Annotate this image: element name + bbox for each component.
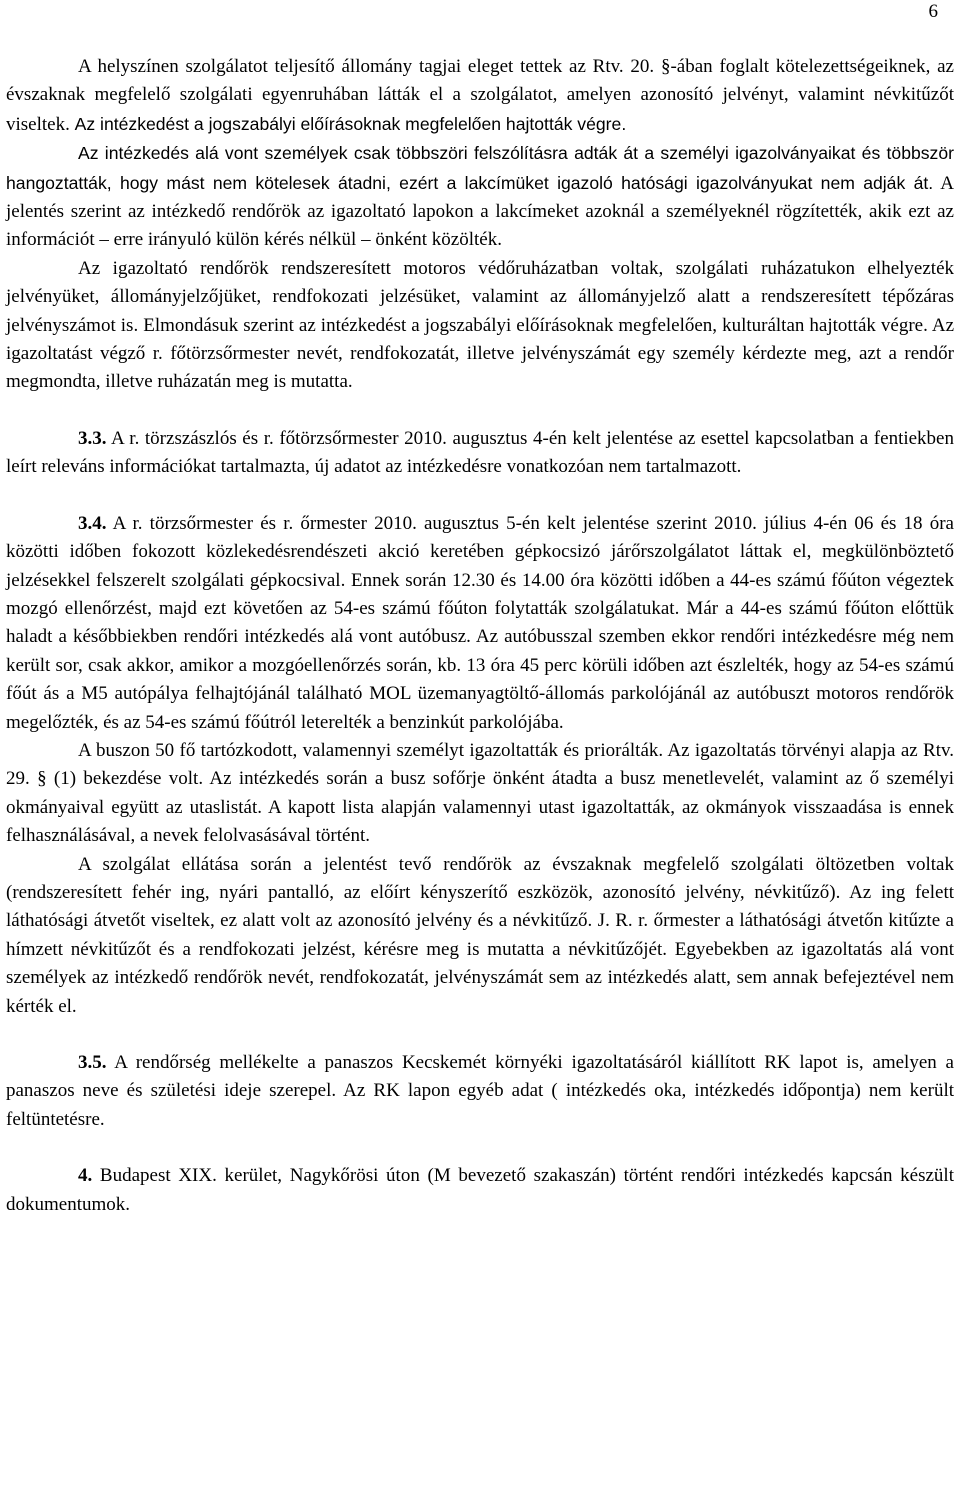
section-3-4-number: 3.4. [78,512,107,534]
paragraph-identity-cards [6,139,954,255]
section-3-5 [6,1049,954,1134]
spacer [6,1134,954,1162]
paragraph-uniform [6,53,954,139]
spacer [6,482,954,510]
section-3-5-number: 3.5. [78,1052,107,1073]
paragraph-bus-passengers: A buszon 50 fő tartózkodott, valamennyi személyt igazoltatták és priorálták. Az igazoltatás törvényi alapja az Rtv. 29. § (1) bekezdése volt. Az intézkedés során a busz sofőrje önként átadta a busz menetlevelét, valamint az ő személyi okmányaival együtt az utaslistát. A kapott lista alapján valamennyi utast igazoltatták, az okmányok visszaadása is ennek felhasználásával, a nevek felolvasásával történt. [6,739,954,847]
section-3-5-text: A rendőrség mellékelte a panaszos Kecskemét környéki igazoltatásáról kiállított RK lapot is, amelyen a panaszos neve és születési ideje szerepel. Az RK lapon egyéb adat ( intézkedés oka, intézkedés időpontja) nem került feltüntetésre. [6,1052,954,1130]
section-4 [6,1162,954,1219]
paragraph-uniform-conclusion: Az intézkedést a jogszabályi előírásoknak megfelelően hajtották végre. [74,113,627,134]
spacer [6,1021,954,1049]
paragraph-identity-cards-sans: Az intézkedés alá vont személyek csak többszöri felszólításra adták át a személyi igazolványaikat és többször hangoztatták, hogy mást nem kötelesek átadni, ezért a lakcímüket igazoló hatósági igazolványukat nem adják át. [6,143,954,193]
spacer [6,397,954,425]
paragraph-uniform-summer: A szolgálat ellátása során a jelentést tevő rendőrök az évszaknak megfelelő szolgálati öltözetben voltak (rendszeresített fehér ing, nyári pantalló, az előírt kényszerítő eszközök, azonosító jelvény, névkitűző). Az ing felett láthatósági átvetőt viseltek, ez alatt volt az azonosító jelvény és a névkitűző. J. R. r. őrmester a láthatósági átvetőn kitűzte a hímzett névkitűzőt és a rendfokozati jelzést, kérésre meg is mutatta a névkitűzőjét. Egyebekben az igazoltatás alá vont személyek az intézkedő rendőrök nevét, rendfokozatát, jelvényszámát sem az intézkedés alatt, sem annak befejeztével nem kérték el. [6,853,954,1017]
section-3-4-text: A r. törzsőrmester és r. őrmester 2010. augusztus 5-én kelt jelentése szerint 2010. július 4-én 06 és 18 óra közötti időben fokozott közlekedésrendészeti akció keretében gépkocsizó járőrszolgálatot láttak el, megkülönböztető jelzésekkel felszerelt szolgálati gépkocsival. Ennek során 12.30 és 14.00 óra közötti időben a 44-es számú főúton végeztek mozgó ellenőrzést, majd ezt követően az 54-es számú főúton folytatták szolgálatukat. Már a 44-es számú főúton előttük haladt a későbbiekben rendőri intézkedés alá vont autóbusz. Az autóbusszal szemben ekkor rendőri intézkedésre még nem került sor, csak akkor, amikor a mozgóellenőrzés során, kb. 13 óra 45 perc körüli időben azt észlelték, hogy az 54-es számú főút ás a M5 autópálya felhajtójánál található MOL üzemanyagtöltő-állomás parkolójánál az autóbuszt motoros rendőrök megelőzték, és az 54-es számú főútról leterelték a benzinkút parkolójába. [6,512,954,733]
paragraph-identity-cards-serif: A jelentés szerint az intézkedő rendőrök az igazoltató lapokon a lakcímeket azoknál a személyeknél rögzítették, akik ezt az információt – erre irányuló külön kérés nélkül – önként közölték. [6,172,954,251]
section-3-3 [6,425,954,482]
document-body [6,53,954,1219]
page-number: 6 [928,1,938,22]
section-4-number: 4. [78,1165,93,1187]
section-3-3-text: A r. törzszászlós és r. főtörzsőrmester 2010. augusztus 4-én kelt jelentése az esettel kapcsolatban a fentiekben leírt releváns információkat tartalmazta, új adatot az intézkedésre vonatkozóan nem tartalmazott. [6,427,954,478]
section-3-4 [6,510,954,737]
section-3-3-number: 3.3. [78,427,107,449]
section-4-text: Budapest XIX. kerület, Nagykőrösi úton (M bevezető szakaszán) történt rendőri intézkedés kapcsán készült dokumentumok. [6,1165,954,1215]
paragraph-motor-police: Az igazoltató rendőrök rendszeresített motoros védőruházatban voltak, szolgálati ruházatukon elhelyezték jelvényüket, állományjelzőjüket, rendfokozati jelzésüket, valamint az állományjelző alatt a rendszeresített tépőzáras jelvényszámot is. Elmondásuk szerint az intézkedést a jogszabályi előírásoknak megfelelően, kulturáltan hajtották végre. Az igazoltatást végző r. főtörzsőrmester nevét, rendfokozatát, illetve jelvényszámát egy személy kérdezte meg, azt a rendőr megmondta, illetve ruházatán meg is mutatta. [6,257,954,393]
paragraph-uniform-text: A helyszínen szolgálatot teljesítő állomány tagjai eleget tettek az Rtv. 20. §-ában foglalt kötelezettségeiknek, az évszaknak megfelelő szolgálati egyenruhában látták el a szolgálatot, amelyen azonosító jelvényt, valamint névkitűzőt viseltek. [6,56,954,135]
